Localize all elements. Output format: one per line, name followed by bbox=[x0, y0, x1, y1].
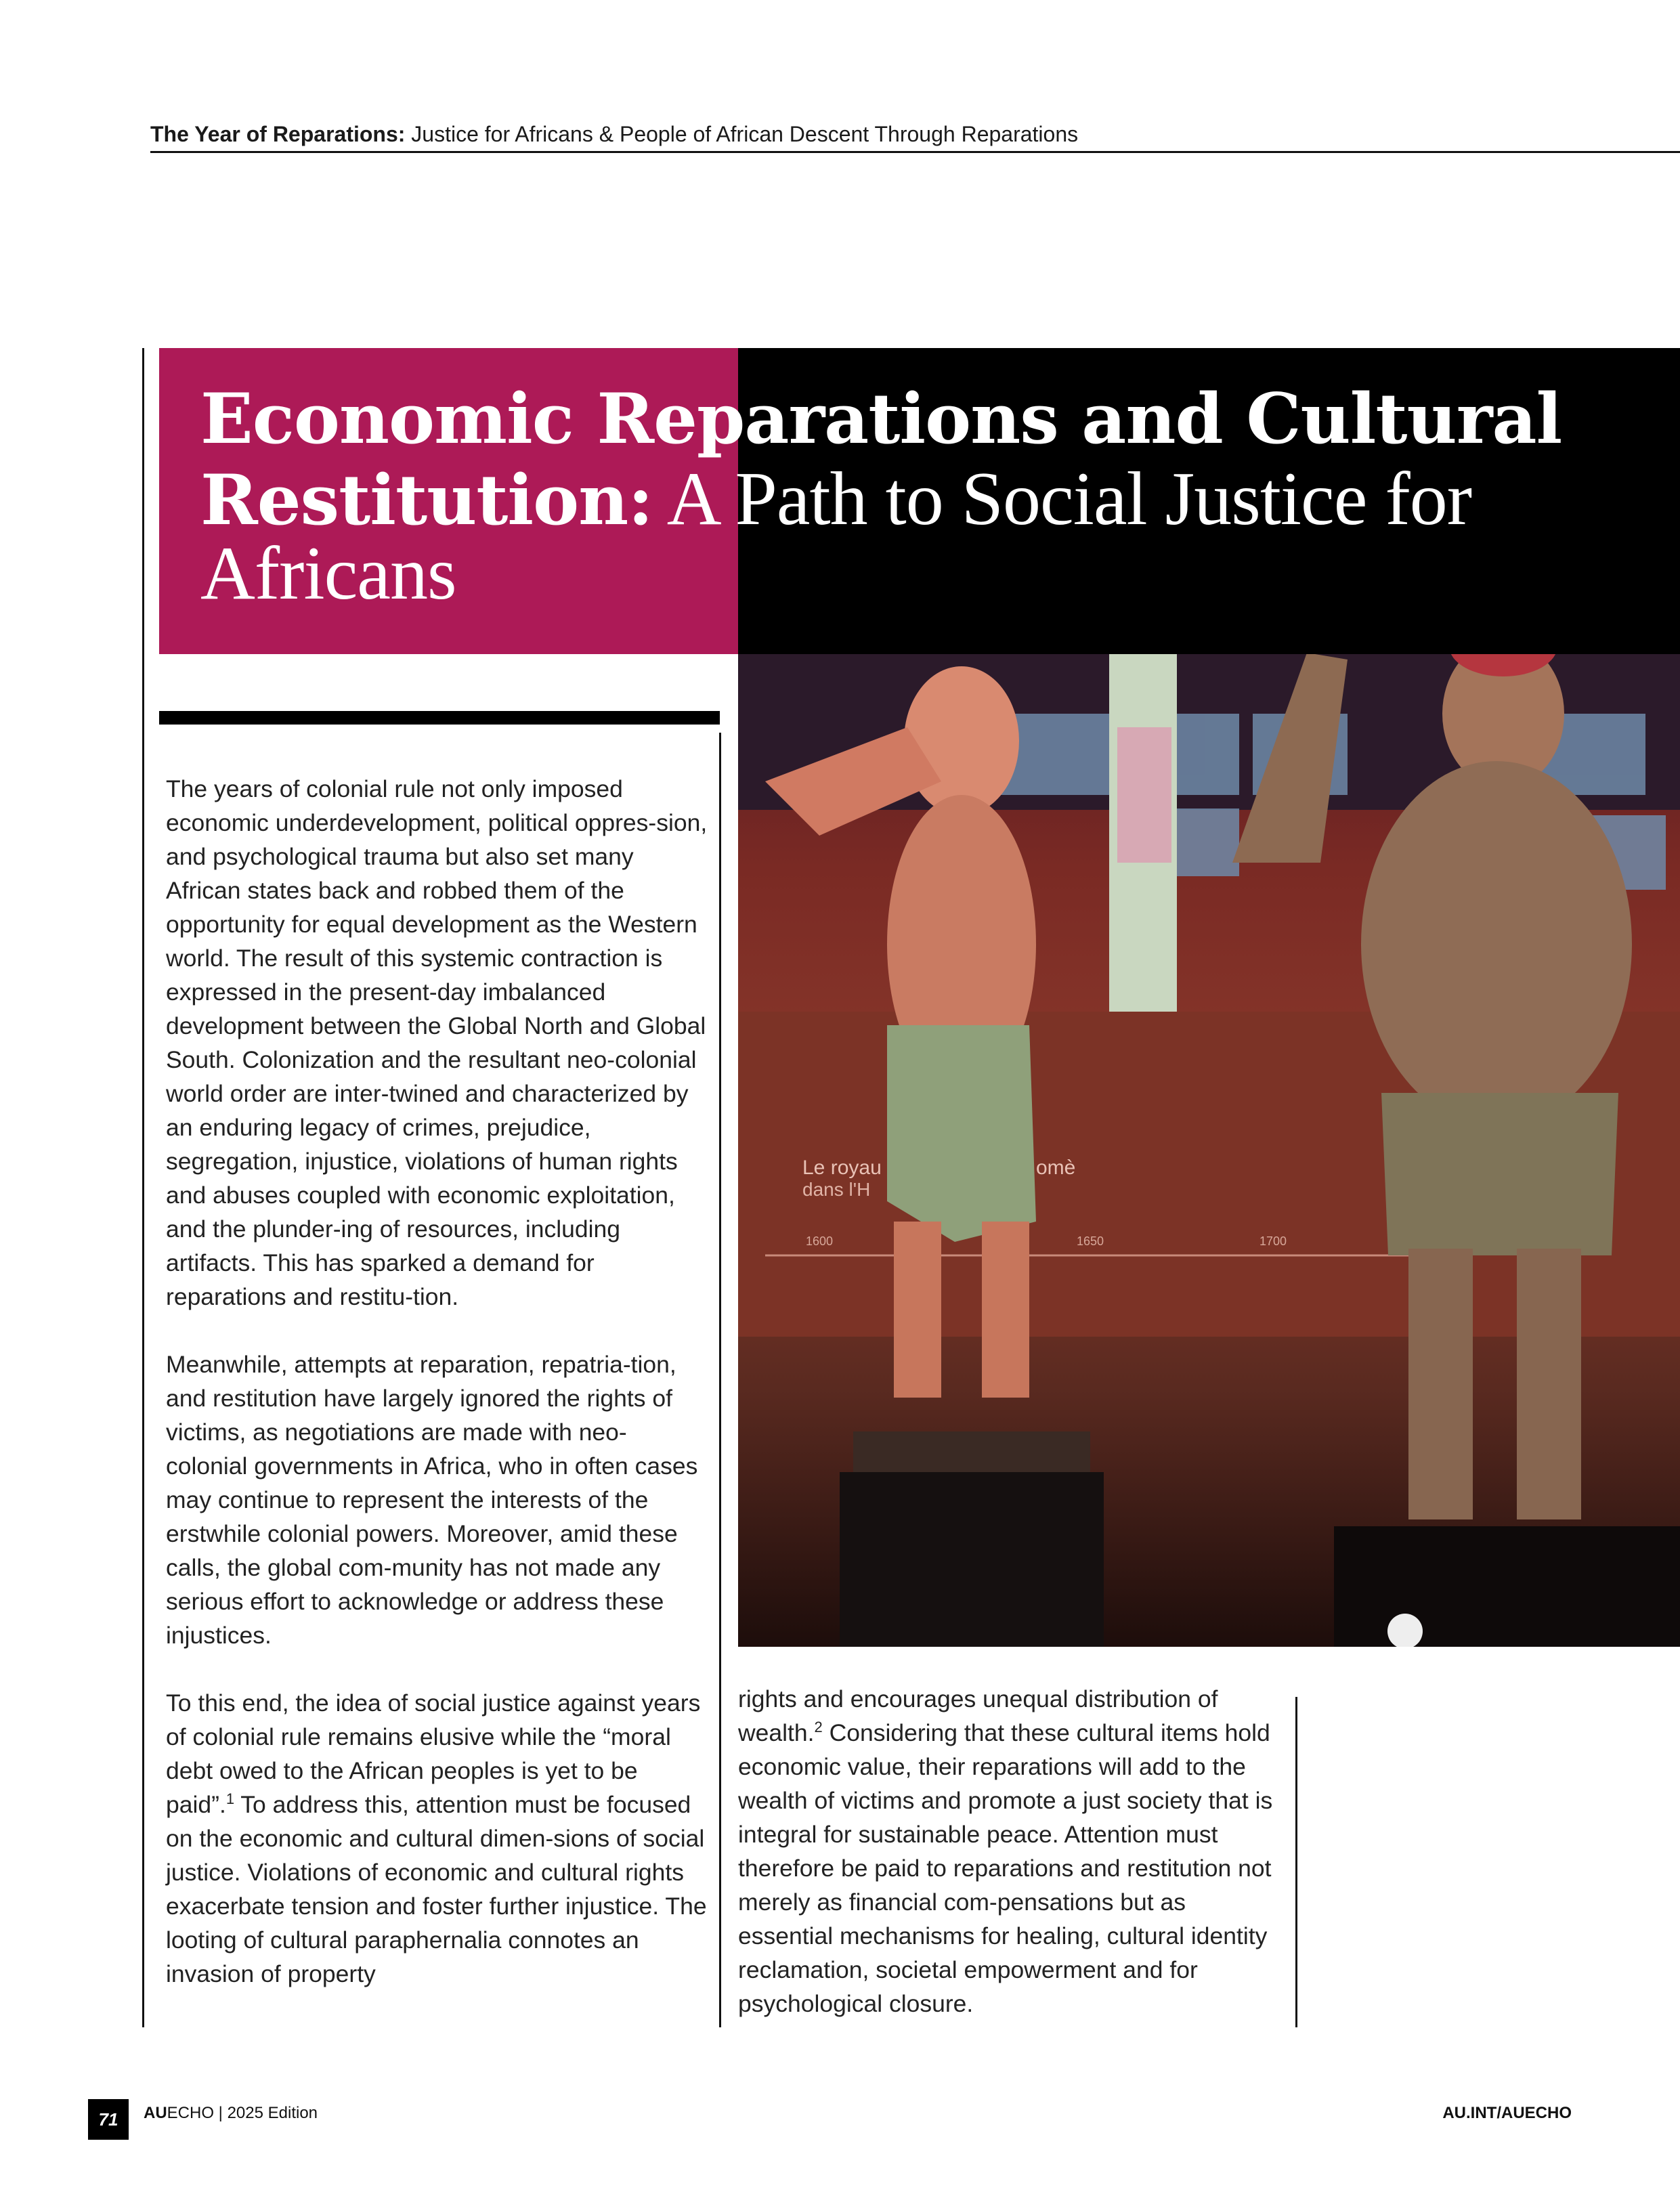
title-line-3: Africans bbox=[200, 532, 456, 616]
header-rule bbox=[150, 151, 1680, 153]
footer-brand-rest: ECHO | 2025 Edition bbox=[167, 2104, 318, 2122]
footnote-ref-1: 1 bbox=[225, 1790, 235, 1808]
paragraph-3-part-a: To this end, the idea of social justice against years of colonial rule remains elusive while the “moral debt owed to the African peoples is yet to be paid”. bbox=[166, 1689, 701, 1818]
paragraph-3-part-b: To address this, attention must be focused on the economic and cultural dimen-sions of social justice. Violations of economic and cultural rights exacerbate tension and foster further injustice. The looting of cultural paraphernalia connotes an invasion of property bbox=[166, 1791, 707, 1987]
title-line-1: Economic Reparations and Cultural bbox=[200, 379, 1562, 460]
paragraph-1: The years of colonial rule not only imposed economic underdevelopment, political oppres-sion, and psychological trauma but also set many African states back and robbed them of the opportunity for equal development as the Western world. The result of this systemic contraction is expressed in the present-day imbalanced development between the Global North and Global South. Colonization and the resultant neo-colonial world order are inter-twined and characterized by an enduring legacy of crimes, prejudice, segregation, injustice, violations of human rights and abuses coupled with economic exploitation, and the plunder-ing of resources, including artifacts. This has sparked a demand for reparations and restitu-tion. bbox=[166, 775, 708, 1310]
sign-text-1: Le royau bbox=[802, 1157, 882, 1179]
paragraph-4-part-b: Considering that these cultural items hold economic value, their reparations will add to the wealth of victims and promote a just society that is integral for sustainable peace. Attention must therefore be paid to reparations and restitution not merely as financial com-pensations but as essential mechanisms for healing, cultural identity reclamation, societal empowerment and for psychological closure. bbox=[738, 1719, 1273, 2017]
section-bar bbox=[159, 711, 720, 725]
title-line-2-bold: Restitution: bbox=[200, 460, 653, 541]
footer-brand-bold: AU bbox=[144, 2104, 167, 2122]
timeline-1600: 1600 bbox=[806, 1234, 834, 1248]
header-bold: The Year of Reparations: bbox=[150, 122, 406, 146]
paragraph-2: Meanwhile, attempts at reparation, repatria-tion, and restitution have largely ignored the rights of victims, as negotiations are made with neo-colonial governments in Africa, who in often cases may continue to represent the interests of the erstwhile colonial powers. Moreover, amid these calls, the global com-munity has not made any serious effort to acknowledge or address these injustices. bbox=[166, 1351, 698, 1649]
paragraph-4 bbox=[738, 1682, 1280, 2021]
timeline-1650: 1650 bbox=[1077, 1234, 1104, 1248]
page-number: 71 bbox=[88, 2099, 129, 2140]
body-column-1 bbox=[166, 772, 708, 2025]
center-vertical-rule bbox=[719, 733, 721, 2027]
title-line-2-light: A Path to Social Justice for bbox=[652, 457, 1472, 541]
footnote-ref-2: 2 bbox=[814, 1719, 823, 1736]
sign-text-2: dans l'H bbox=[802, 1179, 871, 1200]
footer-url[interactable]: AU.INT/AUECHO bbox=[1442, 2104, 1572, 2122]
header-rest: Justice for Africans & People of African Descent Through Reparations bbox=[411, 122, 1079, 146]
article-title bbox=[200, 379, 1622, 616]
right-vertical-rule bbox=[1295, 1697, 1297, 2027]
timeline-1700: 1700 bbox=[1259, 1234, 1287, 1248]
left-vertical-rule bbox=[142, 348, 144, 2027]
sign-text-1b: omè bbox=[1036, 1157, 1076, 1179]
paragraph-3 bbox=[166, 1686, 708, 1991]
paragraph-4-part-a: rights and encourages unequal distribution of wealth. bbox=[738, 1685, 1218, 1746]
running-header bbox=[150, 121, 1680, 148]
body-column-2 bbox=[738, 1682, 1280, 2054]
footer-brand bbox=[144, 2103, 318, 2123]
